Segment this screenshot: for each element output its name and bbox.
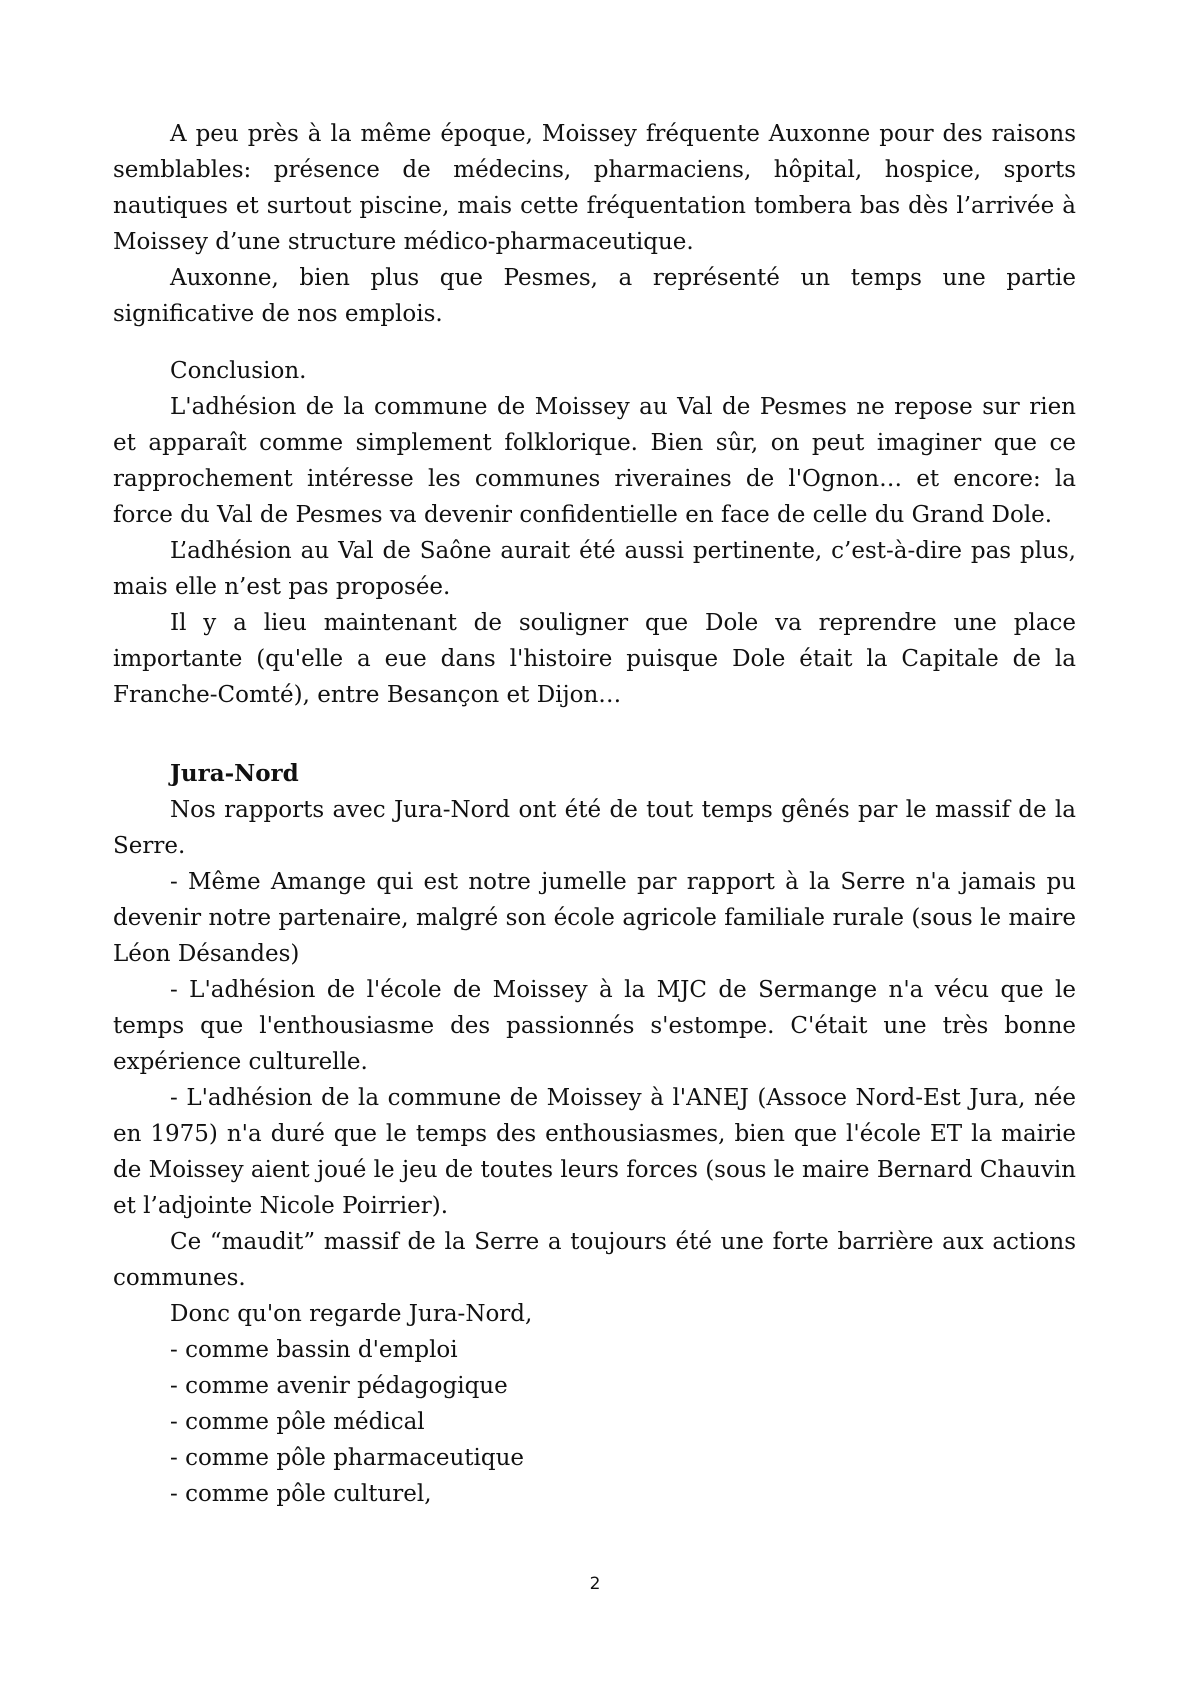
list-item: - comme pôle pharmaceutique (170, 1445, 525, 1471)
paragraph-amange: - Même Amange qui est notre jumelle par rapport à la Serre n'a jamais pu devenir notre partenaire, malgré son école agricole familiale rurale (sous le maire Léon Désandes) (113, 869, 1076, 967)
paragraph-auxonne-frequentation: A peu près à la même époque, Moissey fréquente Auxonne pour des raisons semblables: présence de médecins, pharmaciens, hôpital, hospice, sports nautiques et surtout piscine, mais cette fréquentation tombera bas dès l’arrivée à Moissey d’une structure médico-pharmaceutique. (113, 121, 1076, 255)
document-page (113, 116, 1076, 1512)
paragraph-val-de-saone: L’adhésion au Val de Saône aurait été aussi pertinente, c’est-à-dire pas plus, mais elle n’est pas proposée. (113, 538, 1076, 600)
list-item: - comme avenir pédagogique (170, 1373, 508, 1399)
conclusion-heading: Conclusion. (170, 358, 307, 384)
page-number: 2 (589, 1574, 601, 1594)
list-item: - comme pôle culturel, (170, 1481, 432, 1507)
paragraph-auxonne-emplois: Auxonne, bien plus que Pesmes, a représenté un temps une partie significative de nos emplois. (113, 265, 1076, 327)
paragraph-anej: - L'adhésion de la commune de Moissey à l'ANEJ (Assoce Nord-Est Jura, née en 1975) n'a duré que le temps des enthousiasmes, bien que l'école ET la mairie de Moissey aient joué le jeu de toutes leurs forces (sous le maire Bernard Chauvin et l’adjointe Nicole Poirrier). (113, 1085, 1076, 1219)
list-item: - comme pôle médical (170, 1409, 425, 1435)
paragraph-val-de-pesmes: L'adhésion de la commune de Moissey au Val de Pesmes ne repose sur rien et apparaît comme simplement folklorique. Bien sûr, on peut imaginer que ce rapprochement intéresse les communes riveraines de l'Ognon… et encore: la force du Val de Pesmes va devenir confidentielle en face de celle du Grand Dole. (113, 394, 1076, 528)
paragraph-donc-jura-nord: Donc qu'on regarde Jura-Nord, (170, 1301, 533, 1327)
paragraph-dole: Il y a lieu maintenant de souligner que Dole va reprendre une place importante (qu'elle a eue dans l'histoire puisque Dole était la Capitale de la Franche-Comté), entre Besançon et Dijon… (113, 610, 1076, 708)
paragraph-serre-massif: Nos rapports avec Jura-Nord ont été de tout temps gênés par le massif de la Serre. (113, 797, 1076, 859)
paragraph-mjc-sermange: - L'adhésion de l'école de Moissey à la MJC de Sermange n'a vécu que le temps que l'enthousiasme des passionnés s'estompe. C'était une très bonne expérience culturelle. (113, 977, 1076, 1075)
list-item: - comme bassin d'emploi (170, 1337, 458, 1363)
paragraph-maudit-massif: Ce “maudit” massif de la Serre a toujours été une forte barrière aux actions communes. (113, 1229, 1076, 1291)
jura-nord-list (113, 1332, 1076, 1512)
jura-nord-heading: Jura-Nord (170, 760, 299, 787)
